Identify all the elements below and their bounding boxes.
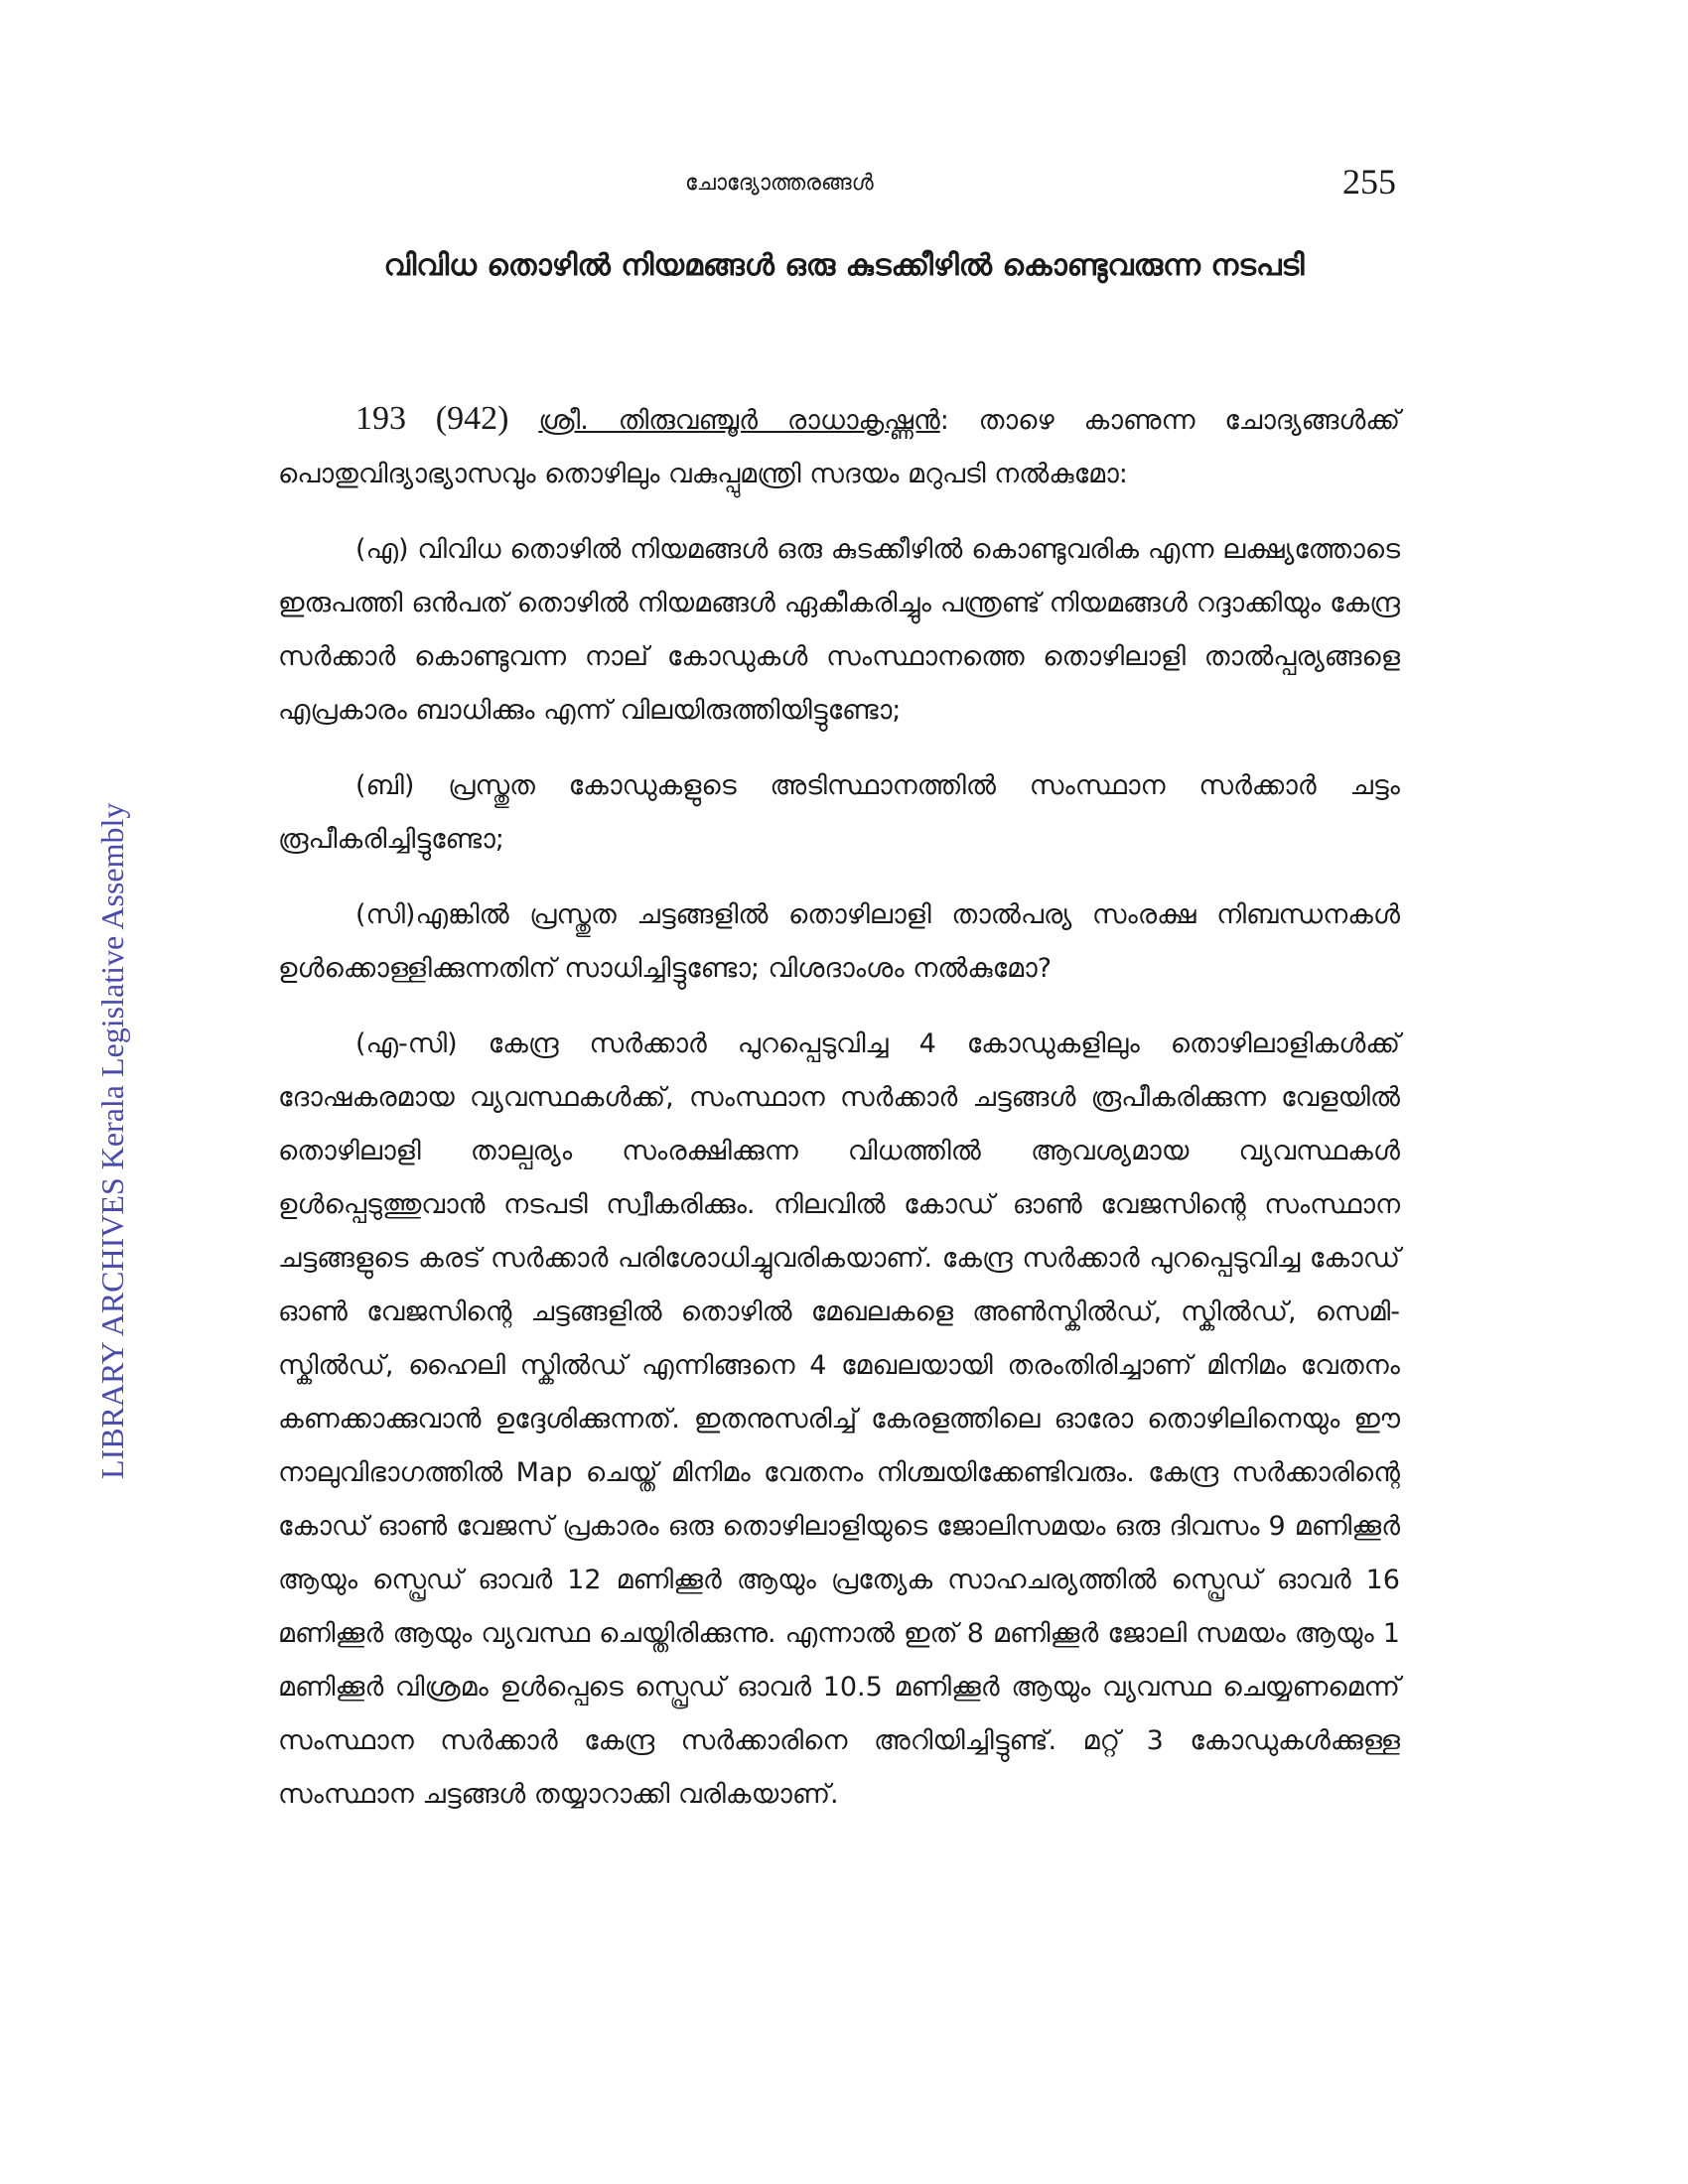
archive-watermark: LIBRARY ARCHIVES Kerala Legislative Assembly — [94, 802, 130, 1479]
answer-a-c: (എ-സി) കേന്ദ്ര സർക്കാർ പുറപ്പെടുവിച്ച 4 കോഡുകളിലും തൊഴിലാളികൾക്ക് ദോഷകരമായ വ്യവസ്ഥകൾക്ക്, സംസ്ഥാന സർക്കാർ ചട്ടങ്ങൾ രൂപീകരിക്കുന്ന വേളയിൽ തൊഴിലാളി താല്പര്യം സംരക്ഷിക്കുന്ന വിധത്തിൽ ആവശ്യമായ വ്യവസ്ഥകൾ ഉൾപ്പെടുത്തുവാൻ നടപടി സ്വീകരിക്കും. നിലവിൽ കോഡ് ഓൺ വേജസിന്റെ സംസ്ഥാന ചട്ടങ്ങളുടെ കരട് സർക്കാർ പരിശോധിച്ചുവരികയാണ്. കേന്ദ്ര സർക്കാർ പുറപ്പെടുവിച്ച കോഡ് ഓൺ വേജസിന്റെ ചട്ടങ്ങളിൽ തൊഴിൽ മേഖലകളെ അൺസ്കിൽഡ്, സ്കിൽഡ്, സെമി-സ്കിൽഡ്, ഹൈലി സ്കിൽഡ് എന്നിങ്ങനെ 4 മേഖലയായി തരംതിരിച്ചാണ് മിനിമം വേതനം കണക്കാക്കുവാൻ ഉദ്ദേശിക്കുന്നത്. ഇതനുസരിച്ച് കേരളത്തിലെ ഓരോ തൊഴിലിനെയും ഈ നാലുവിഭാഗത്തിൽ Map ചെയ്ത് മിനിമം വേതനം നിശ്ചയിക്കേണ്ടിവരും. കേന്ദ്ര സർക്കാരിന്റെ കോഡ് ഓൺ വേജസ് പ്രകാരം ഒരു തൊഴിലാളിയുടെ ജോലിസമയം ഒരു ദിവസം 9 മണിക്കൂർ ആയും സ്പ്രെഡ് ഓവർ 12 മണിക്കൂർ ആയും പ്രത്യേക സാഹചര്യത്തിൽ സ്പ്രെഡ് ഓവർ 16 മണിക്കൂർ ആയും വ്യവസ്ഥ ചെയ്തിരിക്കുന്നു. എന്നാൽ ഇത് 8 മണിക്കൂർ ജോലി സമയം ആയും 1 മണിക്കൂർ വിശ്രമം ഉൾപ്പെടെ സ്പ്രെഡ് ഓവർ 10.5 മണിക്കൂർ ആയും വ്യവസ്ഥ ചെയ്യണമെന്ന് സംസ്ഥാന സർക്കാർ കേന്ദ്ര സർക്കാരിനെ അറിയിച്ചിട്ടുണ്ട്. മറ്റ് 3 കോഡുകൾക്കുള്ള സംസ്ഥാന ചട്ടങ്ങൾ തയ്യാറാക്കി വരികയാണ്. — [278, 1028, 1400, 1810]
document-body — [278, 392, 1400, 1843]
question-number: 193 (942) — [355, 400, 509, 437]
page-number: 255 — [1342, 162, 1396, 202]
document-title: വിവിധ തൊഴിൽ നിയമങ്ങൾ ഒരു കുടക്കീഴിൽ കൊണ്ടുവരുന്ന നടപടി — [383, 248, 1305, 283]
question-intro — [278, 392, 1400, 501]
running-header: ചോദ്യോത്തരങ്ങൾ — [685, 171, 874, 196]
question-c: (സി)എങ്കിൽ പ്രസ്തുത ചട്ടങ്ങളിൽ തൊഴിലാളി താൽപര്യ സംരക്ഷ നിബന്ധനകൾ ഉൾക്കൊള്ളിക്കുന്നതിന് സാധിച്ചിട്ടുണ്ടോ; വിശദാംശം നൽകുമോ? — [278, 899, 1400, 984]
question-b: (ബി) പ്രസ്തുത കോഡുകളുടെ അടിസ്ഥാനത്തിൽ സംസ്ഥാന സർക്കാർ ചട്ടം രൂപീകരിച്ചിട്ടുണ്ടോ; — [278, 770, 1400, 855]
member-name: ശ്രീ. തിരുവഞ്ചൂർ രാധാകൃഷ്ണൻ — [538, 405, 940, 436]
question-a: (എ) വിവിധ തൊഴിൽ നിയമങ്ങൾ ഒരു കുടക്കീഴിൽ കൊണ്ടുവരിക എന്ന ലക്ഷ്യത്തോടെ ഇരുപത്തി ഒൻപത് തൊഴിൽ നിയമങ്ങൾ ഏകീകരിച്ചും പന്ത്രണ്ട് നിയമങ്ങൾ റദ്ദാക്കിയും കേന്ദ്ര സർക്കാർ കൊണ്ടുവന്ന നാല് കോഡുകൾ സംസ്ഥാനത്തെ തൊഴിലാളി താൽപ്പര്യങ്ങളെ എപ്രകാരം ബാധിക്കും എന്ന് വിലയിരുത്തിയിട്ടുണ്ടോ; — [278, 534, 1400, 726]
question-intro-text: : താഴെ കാണുന്ന ചോദ്യങ്ങൾക്ക് പൊതുവിദ്യാഭ്യാസവും തൊഴിലും വകുപ്പുമന്ത്രി സദയം മറുപടി നൽകുമോ: — [278, 405, 1401, 489]
